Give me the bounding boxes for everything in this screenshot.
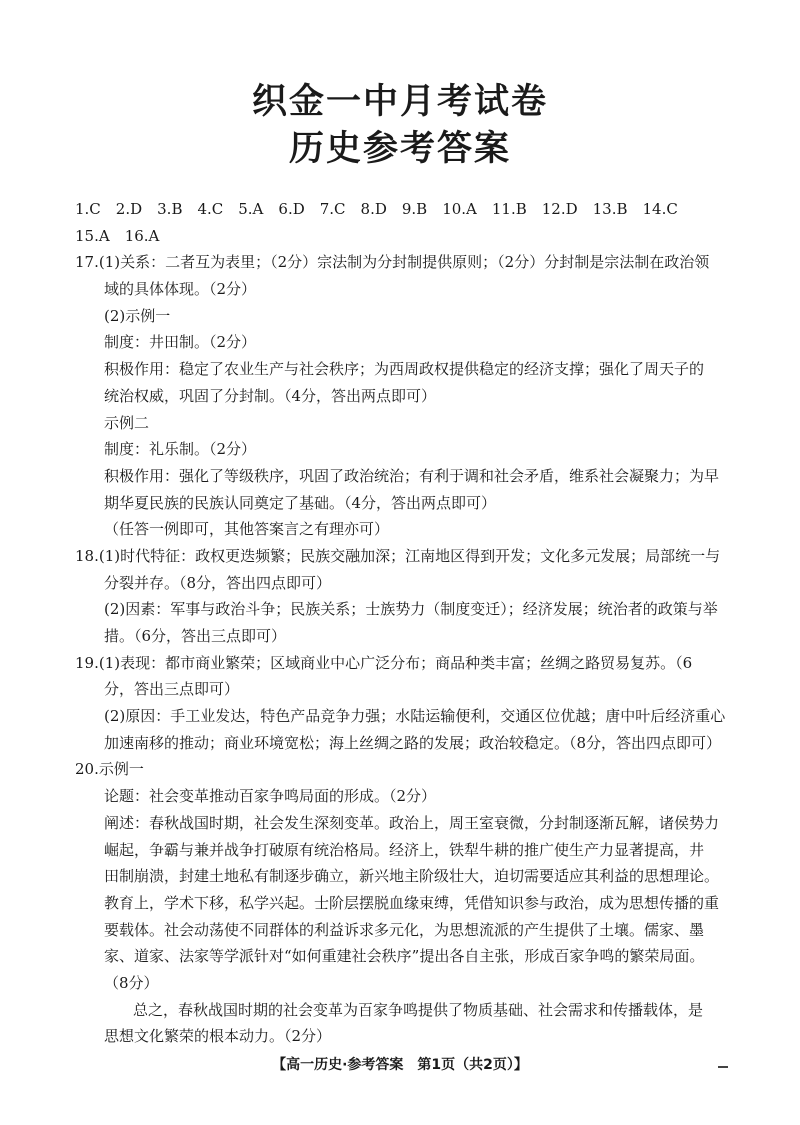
answer-key-title: 历史参考答案	[288, 129, 511, 169]
answer-body	[75, 196, 725, 1050]
answer-line: 统治权威，巩固了分封制。（4分，答出两点即可）	[104, 386, 437, 405]
answer-line: 论题：社会变革推动百家争鸣局面的形成。（2分）	[104, 787, 437, 806]
answer-line: 思想文化繁荣的根本动力。（2分）	[104, 1027, 332, 1046]
answer-line: （8分）	[104, 973, 159, 992]
answer-line: 15.A 16.A	[75, 226, 160, 245]
page-footer: 【高一历史·参考答案 第1页（共2页）】	[272, 1057, 528, 1073]
answer-line: 1.C 2.D 3.B 4.C 5.A 6.D 7.C 8.D 9.B 10.A 11.B 12.D 13.B 14.C	[75, 200, 678, 218]
answer-line: 阐述：春秋战国时期，社会发生深刻变革。政治上，周王室衰微，分封制逐渐瓦解，诸侯势力	[104, 813, 720, 832]
answer-line: 示例二	[104, 413, 150, 432]
answer-line: 分，答出三点即可）	[104, 680, 240, 699]
answer-line: 加速南移的推动；商业环境宽松；海上丝绸之路的发展；政治较稳定。（8分，答出四点即可）	[104, 733, 722, 752]
answer-line: 18.(1)时代特征：政权更迭频繁；民族交融加深；江南地区得到开发；文化多元发展；局部统一与	[75, 546, 721, 565]
answer-line: 制度：礼乐制。（2分）	[104, 440, 257, 459]
corner-mark	[718, 1066, 728, 1068]
answer-line: 期华夏民族的民族认同奠定了基础。（4分，答出两点即可）	[104, 493, 497, 512]
answer-line: 19.(1)表现：都市商业繁荣；区域商业中心广泛分布；商品种类丰富；丝绸之路贸易复苏。（6	[75, 653, 693, 672]
answer-line: 措。（6分，答出三点即可）	[104, 627, 287, 645]
answer-line: 田制崩溃，封建土地私有制逐步确立，新兴地主阶级壮大，迫切需要适应其利益的思想理论。	[104, 867, 720, 886]
answer-line: (2)因素：军事与政治斗争；民族关系；士族势力（制度变迁）；经济发展；统治者的政策与举	[104, 600, 718, 619]
answer-line: (2)原因：手工业发达，特色产品竞争力强；水陆运输便利，交通区位优越；唐中叶后经济重心	[104, 707, 725, 726]
answer-line: 要载体。社会动荡使不同群体的利益诉求多元化，为思想流派的产生提供了土壤。儒家、墨	[104, 920, 705, 939]
answer-line: 崛起，争霸与兼并战争打破原有统治格局。经济上，铁犁牛耕的推广使生产力显著提高，井	[104, 840, 705, 859]
answer-line: 分裂并存。（8分，答出四点即可）	[104, 573, 332, 592]
answer-line: (2)示例一	[104, 306, 171, 325]
answer-line: （任答一例即可，其他答案言之有理亦可）	[104, 520, 390, 539]
answer-line: 17.(1)关系：二者互为表里；（2分）宗法制为分封制提供原则；（2分）分封制是宗法制在政治领	[75, 253, 710, 272]
answer-line: 教育上，学术下移，私学兴起。士阶层摆脱血缘束缚，凭借知识参与政治，成为思想传播的重	[104, 893, 720, 912]
answer-line: 积极作用：稳定了农业生产与社会秩序；为西周政权提供稳定的经济支撑；强化了周天子的	[104, 360, 705, 379]
answer-line: 家、道家、法家等学派针对“如何重建社会秩序”提出各自主张，形成百家争鸣的繁荣局面。	[104, 947, 705, 966]
answer-line: 总之，春秋战国时期的社会变革为百家争鸣提供了物质基础、社会需求和传播载体，是	[133, 1000, 704, 1019]
answer-line: 制度：井田制。（2分）	[104, 333, 257, 352]
answer-line: 20.示例一	[75, 760, 144, 779]
exam-title: 织金一中月考试卷	[251, 82, 548, 122]
answer-line: 域的具体体现。（2分）	[104, 280, 257, 299]
answer-line: 积极作用：强化了等级秩序，巩固了政治统治；有利于调和社会矛盾，维系社会凝聚力；为早	[104, 466, 720, 485]
